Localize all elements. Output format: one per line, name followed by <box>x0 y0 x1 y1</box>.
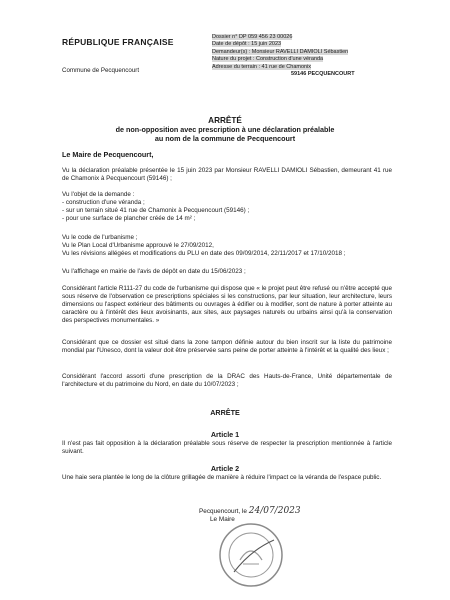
official-stamp <box>216 520 286 590</box>
article-2-text <box>62 474 392 482</box>
paragraph: Vu la déclaration préalable présentée le 15 juin 2023 par Monsieur RAVELLI DAMIOLI Sébastien, demeurant 41 rue de Chamonix à Pecquencourt (59146) ; <box>62 167 392 182</box>
paragraph: Vu l'affichage en mairie de l'avis de dépôt en date du 15/06/2023 ; <box>62 268 246 275</box>
paragraph: Une haie sera plantée le long de la clôture grillagée de manière à réduire l'impact ce la véranda de l'espace public. <box>62 474 382 481</box>
visa-object <box>62 191 392 223</box>
paragraph: Il n'est pas fait opposition à la déclaration préalable sous réserve de respecter la prescription mentionnée à l'article suivant. <box>62 440 392 455</box>
commune-name: Commune de Pecquencourt <box>62 67 140 74</box>
handwritten-date: 24/07/2023 <box>248 506 301 516</box>
land-address: Adresse du terrain : 41 rue de Chamonix <box>212 63 312 70</box>
paragraph: Considérant que ce dossier est situé dans la zone tampon définie autour du bien inscrit sur la liste du patrimoine mondial par l'Unesco, dont la valeur doit être préservée sans peine de porter atteinte à l'intérêt et la qualité des lieux ; <box>62 339 392 354</box>
mayor-heading: Le Maire de Pecquencourt, <box>62 150 154 159</box>
paragraph: - pour une surface de plancher créée de 14 m² ; <box>62 214 196 222</box>
paragraph: Considérant l'article R111-27 du code de l'urbanisme qui dispose que « le projet peut être refusé ou n'être accepté que sous réserve de l'observation ce prescriptions spéciales si les constructions, par leur situation, leur architecture, leurs dimensions ou l'aspect extérieur des bâtiments ou ouvrages à édifier ou à modifier, sont de nature à porter atteinte au caractère ou à l'intérêt des lieux avoisinants, aux sites, aux paysages naturels ou urbains ainsi qu'à la conservation des perspectives monumentales. » <box>62 285 392 324</box>
paragraph: - sur un terrain situé 41 rue de Chamonix à Pecquencourt (59146) ; <box>62 206 250 214</box>
signature-place-date <box>199 506 301 516</box>
signer-title: Le Maire <box>210 516 235 523</box>
subtitle-line: au nom de la commune de Pecquencourt <box>154 133 296 143</box>
article-1-heading: Article 1 <box>210 430 240 439</box>
stamp-emblem <box>240 551 262 560</box>
land-city: 59146 PECQUENCOURT <box>291 71 355 78</box>
project-nature: Nature du projet : Construction d'une véranda <box>212 56 324 63</box>
paragraph: Considérant l'accord assorti d'une prescription de la DRAC des Hauts-de-France, Unité départementale de l'architecture et du patrimoine du Nord, en date du 10/07/2023 ; <box>62 373 392 388</box>
deposit-date: Date de dépôt : 15 juin 2023 <box>212 41 282 48</box>
signature-stroke <box>234 540 274 572</box>
document-subtitle <box>0 126 450 143</box>
subtitle-line: de non-opposition avec prescription à une déclaration préalable <box>115 125 335 134</box>
visa-display <box>62 268 392 276</box>
considerant-r111 <box>62 285 392 325</box>
document-title: ARRÊTÉ <box>208 116 242 125</box>
dossier-reference-block <box>212 34 388 78</box>
paragraph: Vu le Plan Local d'Urbanisme approuvé le 27/09/2012, <box>62 241 214 249</box>
article-2-heading: Article 2 <box>210 464 240 473</box>
paragraph: Vu le code de l'urbanisme ; <box>62 234 138 241</box>
signature-place: Pecquencourt, le <box>199 508 247 515</box>
paragraph: Vu l'objet de la demande : <box>62 191 135 198</box>
paragraph: Vu les révisions allégées et modifications du PLU en date des 09/09/2014, 22/11/2017 et 17/10/2018 ; <box>62 249 346 257</box>
paragraph: - construction d'une véranda ; <box>62 198 145 206</box>
dossier-number: Dossier n° DP 059 456 23 00026 <box>212 34 293 40</box>
applicant: Demandeur(s) : Monsieur RAVELLI DAMIOLI Sébastien <box>212 48 349 55</box>
article-1-text <box>62 440 392 456</box>
republique-francaise-title: RÉPUBLIQUE FRANÇAISE <box>62 37 174 47</box>
visa-declaration <box>62 167 392 183</box>
considerant-unesco <box>62 339 392 355</box>
visa-urbanism <box>62 234 392 258</box>
arrete-heading: ARRÊTE <box>210 408 240 417</box>
considerant-drac <box>62 373 392 389</box>
